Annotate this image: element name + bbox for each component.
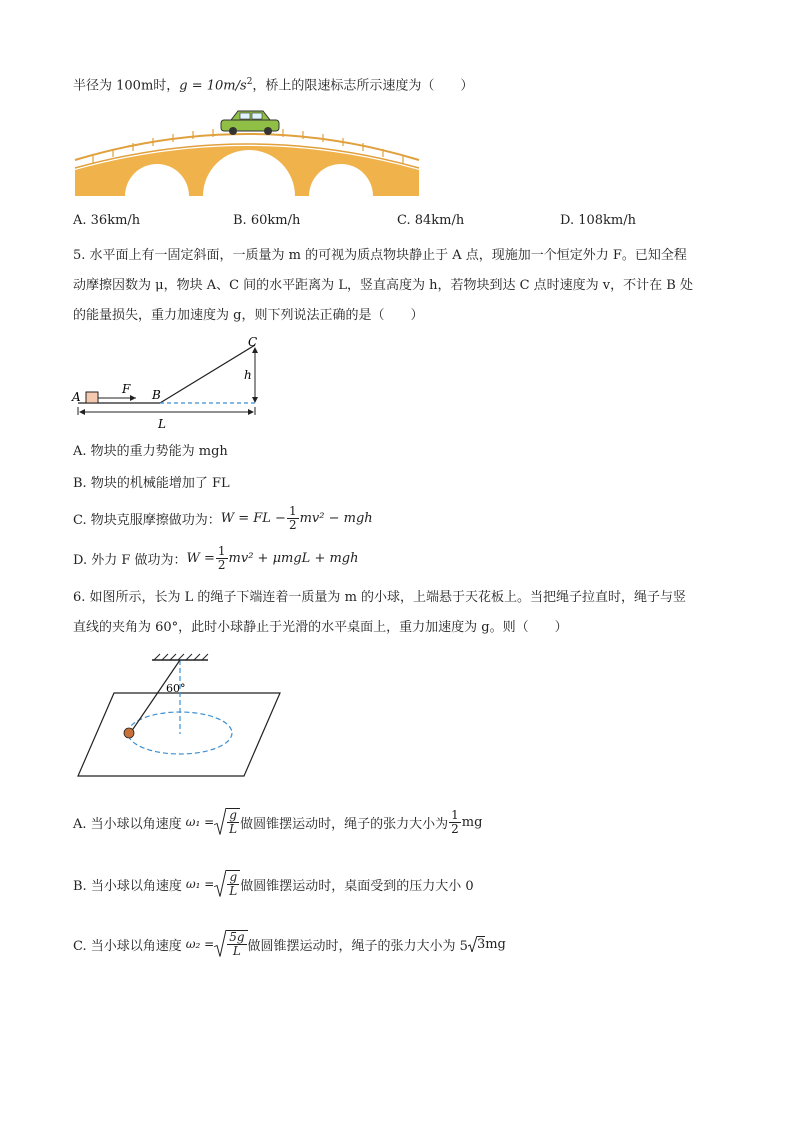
q5-option-c-label: C. 物块克服摩擦做功为： <box>73 512 221 528</box>
q4-stem <box>73 72 473 96</box>
q6-option-a-sqrt: $\frac{g}{L}$ <box>214 808 240 836</box>
pendulum-figure <box>76 652 286 780</box>
q4-stem-post: ，桥上的限速标志所示速度为（ ） <box>252 78 474 94</box>
q5-line-2: 动摩擦因数为 μ，物块 A、C 间的水平距离为 L，竖直高度为 h，若物块到达 C 点时速度为 v，不计在 B 处 <box>73 278 693 293</box>
q6-option-a-label: A. 当小球以角速度 <box>73 816 182 832</box>
q4-option-c[interactable]: C. 84km/h <box>397 213 465 228</box>
q4-option-b[interactable]: B. 60km/h <box>233 213 301 228</box>
q6-option-b[interactable] <box>73 862 474 906</box>
q4-option-a[interactable]: A. 36km/h <box>73 213 141 228</box>
q6-option-c-text: 做圆锥摆运动时，绳子的张力大小为 5 <box>247 938 468 954</box>
q6-option-b-sqrt: $\frac{g}{L}$ <box>214 870 240 898</box>
q6-option-a-omega: ω₁ = <box>185 815 215 829</box>
q6-option-c-unit: mg <box>485 936 506 952</box>
label-L: L <box>158 417 166 431</box>
q6-option-c-sqrt: $\frac{5g}{L}$ <box>214 930 247 958</box>
q6-option-c-root3: 3 <box>468 936 485 952</box>
q5-option-c-lhs: W = FL − <box>220 510 286 526</box>
q4-stem-pre: 半径为 100m时， <box>73 78 180 94</box>
bridge-figure <box>73 108 423 198</box>
label-B: B <box>152 388 161 402</box>
q5-option-c[interactable] <box>73 500 373 536</box>
q5-option-d[interactable] <box>73 540 359 576</box>
q4-option-d[interactable]: D. 108km/h <box>560 213 636 228</box>
q6-line-2: 直线的夹角为 60°，此时小球静止于光滑的水平桌面上，重力加速度为 g。则（ ） <box>73 620 568 635</box>
bridge-body <box>75 146 419 196</box>
q5-option-c-fraction: $\frac{1}{2}$ <box>288 503 297 532</box>
q5-option-d-label: D. 外力 F 做功为： <box>73 552 187 568</box>
table-plane <box>78 693 280 776</box>
q5-option-d-fraction: $\frac{1}{2}$ <box>217 543 226 572</box>
q6-option-c-omega: ω₂ = <box>185 937 215 951</box>
label-A: A <box>72 390 81 404</box>
q5-line-1: 5. 水平面上有一固定斜面，一质量为 m 的可视为质点物块静止于 A 点，现施加一个恒定外力 F。已知全程 <box>73 248 687 263</box>
ball <box>124 728 134 738</box>
q6-option-a-unit: mg <box>461 814 483 830</box>
q4-g-exponent: 2 <box>246 77 253 87</box>
incline-figure <box>70 335 270 435</box>
q4-g-expression: g = 10m/s <box>179 78 247 94</box>
q5-option-d-lhs: W = <box>186 550 215 566</box>
q5-option-c-rhs: mv² − mgh <box>299 510 373 526</box>
block <box>86 392 98 403</box>
q5-option-d-rhs: mv² + μmgL + mgh <box>228 550 359 566</box>
label-C: C <box>248 335 258 349</box>
q6-option-c-label: C. 当小球以角速度 <box>73 938 182 954</box>
car-icon <box>221 111 279 135</box>
rope <box>131 660 180 732</box>
q5-option-a[interactable]: A. 物块的重力势能为 mgh <box>73 444 228 459</box>
angle-label: 60° <box>166 682 186 695</box>
q6-option-b-omega: ω₁ = <box>185 877 215 891</box>
q6-option-b-label: B. 当小球以角速度 <box>73 878 182 894</box>
label-h: h <box>244 368 252 382</box>
q5-option-b[interactable]: B. 物块的机械能增加了 FL <box>73 476 230 491</box>
q6-line-1: 6. 如图所示，长为 L 的绳子下端连着一质量为 m 的小球，上端悬于天花板上。当把绳子拉直时，绳子与竖 <box>73 590 687 605</box>
q6-option-c[interactable] <box>73 922 506 966</box>
q5-line-3: 的能量损失，重力加速度为 g，则下列说法正确的是（ ） <box>73 308 424 323</box>
label-F: F <box>122 382 131 396</box>
q6-option-a-text: 做圆锥摆运动时，绳子的张力大小为 <box>240 816 449 832</box>
q6-option-a-fraction: $\frac{1}{2}$ <box>451 807 459 836</box>
q6-option-b-text: 做圆锥摆运动时，桌面受到的压力大小 0 <box>240 878 474 894</box>
q6-option-a[interactable] <box>73 800 482 844</box>
